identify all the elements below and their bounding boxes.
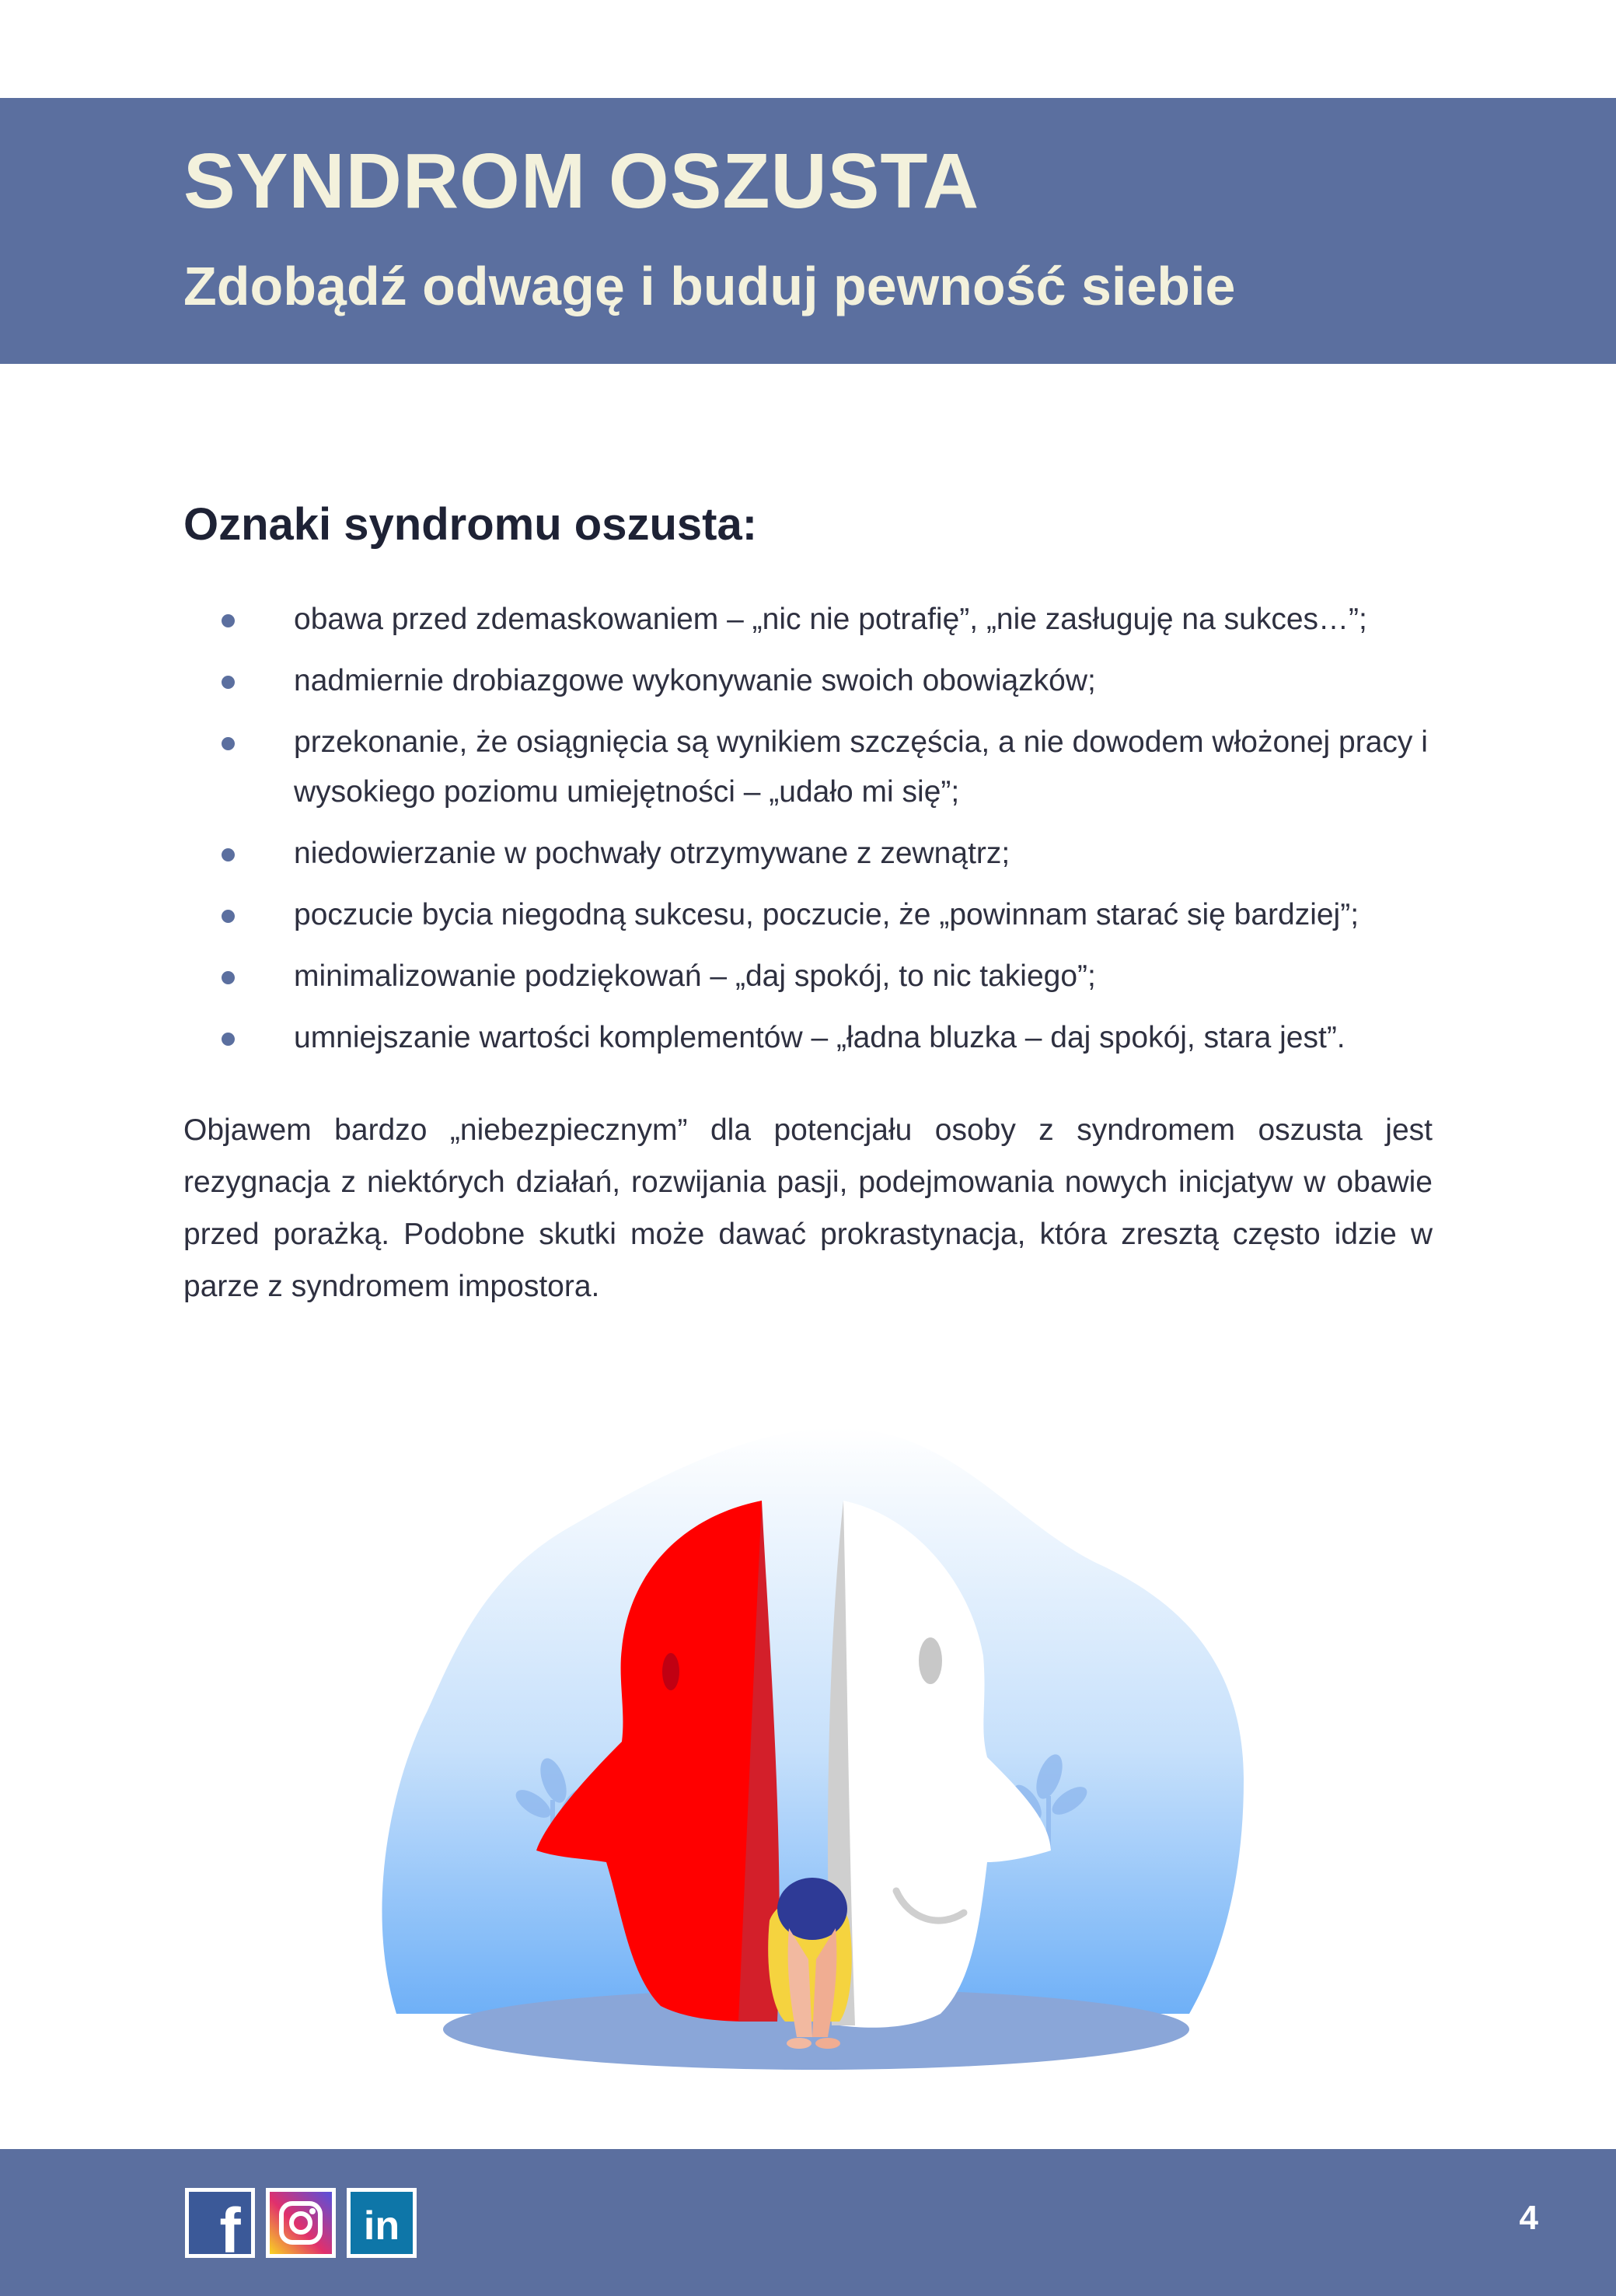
bullet-icon — [222, 676, 235, 689]
page-subtitle: Zdobądź odwagę i buduj pewność siebie — [183, 256, 1236, 316]
list-item — [183, 595, 1435, 645]
facebook-label: f — [219, 2196, 241, 2259]
bullet-icon — [222, 971, 235, 984]
linkedin-icon[interactable] — [345, 2186, 418, 2259]
page-title: SYNDROM OSZUSTA — [183, 138, 980, 225]
list-item-text: przekonanie, że osiągnięcia są wynikiem szczęścia, a nie dowodem włożonej pracy i wysokiego poziomu umiejętności – „udało mi się”; — [294, 725, 1428, 809]
list-item-text: obawa przed zdemaskowaniem – „nic nie potrafię”, „nie zasługuję na sukces…”; — [294, 603, 1367, 636]
bullet-icon — [222, 614, 235, 627]
list-item-text: niedowierzanie w pochwały otrzymywane z zewnątrz; — [294, 837, 1010, 870]
bullet-icon — [222, 910, 235, 923]
page-number: 4 — [1519, 2199, 1538, 2237]
list-item-text: nadmiernie drobiazgowe wykonywanie swoich obowiązków; — [294, 664, 1096, 697]
facebook-icon[interactable] — [183, 2186, 257, 2259]
bullet-icon — [222, 848, 235, 861]
symptom-list — [183, 595, 1435, 1075]
white-mask-eye — [919, 1637, 942, 1684]
list-item-text: minimalizowanie podziękowań – „daj spokój, to nic takiego”; — [294, 959, 1096, 993]
bullet-icon — [222, 1033, 235, 1046]
list-item — [183, 890, 1435, 940]
two-face-mask-illustration — [373, 1415, 1251, 2099]
list-item — [183, 1013, 1435, 1063]
bullet-icon — [222, 737, 235, 750]
body-paragraph: Objawem bardzo „niebezpiecznym” dla potencjału osoby z syndromem oszusta jest rezygnacja z niektórych działań, rozwijania pasji, podejmowania nowych inicjatyw w obawie przed porażką. Podobne skutki może dawać prokrastynacja, która zresztą często idzie w parze z syndromem impostora. — [183, 1113, 1433, 1303]
list-item-text: umniejszanie wartości komplementów – „ładna bluzka – daj spokój, stara jest”. — [294, 1021, 1346, 1054]
linkedin-label: in — [363, 2203, 400, 2249]
instagram-icon[interactable] — [264, 2186, 337, 2259]
list-item — [183, 718, 1435, 817]
list-item-text: poczucie bycia niegodną sukcesu, poczucie, że „powinnam starać się bardziej”; — [294, 898, 1359, 931]
red-mask-eye — [662, 1653, 679, 1690]
list-item — [183, 952, 1435, 1001]
list-item — [183, 656, 1435, 706]
list-item — [183, 829, 1435, 879]
section-heading: Oznaki syndromu oszusta: — [183, 499, 758, 550]
